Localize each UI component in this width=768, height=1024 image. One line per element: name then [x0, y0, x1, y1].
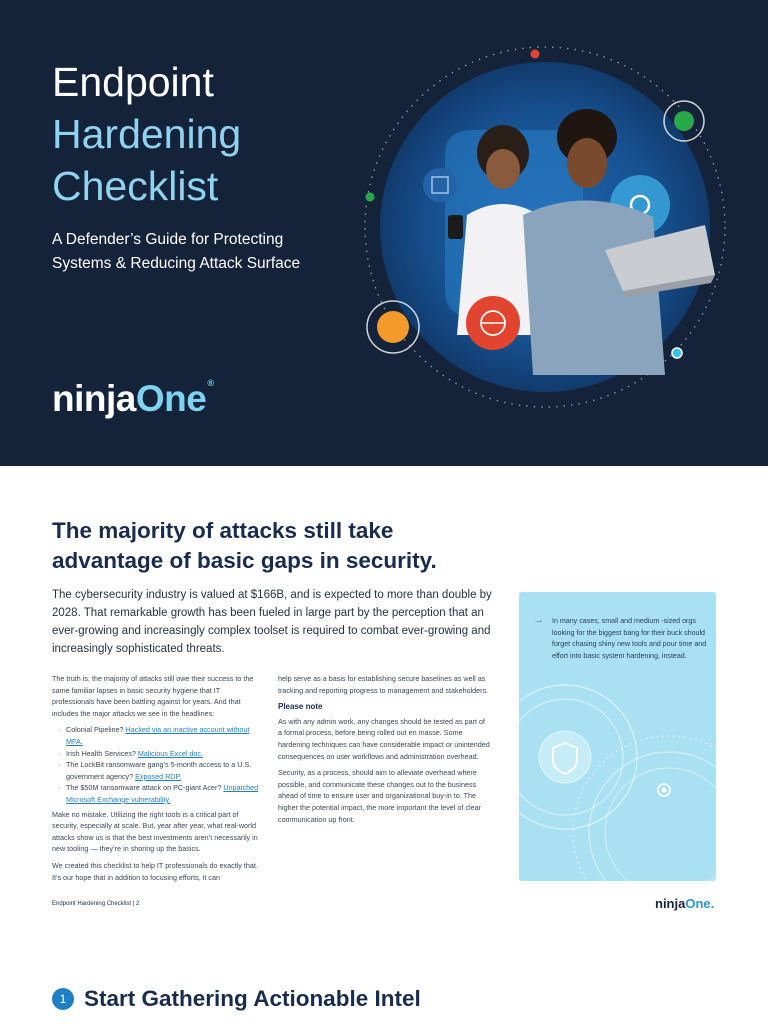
body-paragraph: Make no mistake. Utilizing the right tools is a critical part of security, especially at scale. But, year after year, what real-world attacks show us is that the best investments aren’t necessarily in new tooling — they’re in shoring up the basics. [52, 809, 258, 854]
body-paragraph: help serve as a basis for establishing secure baselines as well as tracking and reporting progress to management and stakeholders. [278, 674, 489, 695]
hero-illustration [355, 45, 735, 415]
title-line-1: Endpoint [52, 59, 214, 105]
section-heading [52, 516, 492, 576]
link-exchange-vulnerability[interactable]: Unpatched Microsoft Exchange vulnerability. [66, 783, 259, 804]
callout-box [519, 592, 716, 881]
logo-one-text: One [135, 378, 207, 419]
logo-ninja-text: ninja [52, 378, 136, 419]
hero-banner [0, 0, 768, 466]
body-paragraph: We created this checklist to help IT professionals do exactly that. It’s our hope that in addition to focusing efforts, it can [52, 860, 258, 882]
link-malicious-excel[interactable]: Malicious Excel doc. [137, 748, 204, 758]
section-heading-line-2: advantage of basic gaps in security. [52, 548, 437, 573]
title-line-3: Checklist [52, 163, 219, 209]
footer-logo-dot: . [710, 896, 715, 911]
body-paragraph: As with any admin work, any changes should be tested as part of a formal process, before being rolled out en masse. Some hardening techniques can have considerable impact or unintended consequences on user workflows and administration overhead. [278, 716, 490, 761]
link-inactive-account[interactable]: Hacked via an inactive account without MFA. [66, 725, 250, 746]
body-column-left [52, 673, 264, 888]
footer-ninjaone-logo [655, 896, 714, 911]
please-note-heading: Please note [278, 702, 323, 712]
qr-code-icon [423, 168, 457, 202]
arrow-right-icon: → [533, 614, 544, 626]
footer-logo-one: One [685, 896, 711, 911]
step-title: Start Gathering Actionable Intel [84, 986, 421, 1011]
section-heading-line-1: The majority of attacks still take [52, 518, 394, 543]
document-title [52, 56, 241, 212]
attack-list [52, 724, 264, 805]
shield-decoration [519, 672, 716, 881]
title-line-2: Hardening [52, 111, 242, 157]
link-exposed-rdp[interactable]: Exposed RDP. [135, 771, 182, 781]
footer-logo-ninja: ninja [655, 896, 686, 911]
callout-text: In many cases, small and medium -sized orgs looking for the biggest bang for their buck should forget chasing shiny new tools and pour time and effort into basic system hardening, instead. [552, 617, 707, 660]
list-item: · The $50M ransomware attack on PC-giant Acer? Unpatched Microsoft Exchange vulnerability. [66, 782, 264, 805]
page-footer-label: Endpoint Hardening Checklist | 2 [52, 901, 140, 907]
document-subtitle [52, 228, 300, 276]
logo-registered-mark: ® [207, 378, 214, 388]
step-number-badge: 1 [52, 988, 74, 1010]
list-item: · Colonial Pipeline? Hacked via an inactive account without MFA. [66, 724, 264, 747]
list-item: · The LockBit ransomware gang’s 5-month access to a U.S. government agency? Exposed RDP. [66, 759, 264, 782]
intro-paragraph: The cybersecurity industry is valued at $166B, and is expected to more than double by 2028. That remarkable growth has been fueled in large part by the perception that an ever-growing and increasingly complex toolset is required to combat ever-growing and increasingly sophisticated threats. [52, 589, 492, 655]
subtitle-line-2: Systems & Reducing Attack Surface [52, 255, 301, 272]
subtitle-line-1: A Defender’s Guide for Protecting [52, 231, 284, 248]
body-paragraph: Security, as a process, should aim to alleviate overhead where possible, and communicate these changes out to the business ahead of time to ensure user and organizational buy-in to. The higher the potential impact, the more important the level of clear communication up front. [278, 768, 481, 824]
body-column-right [278, 673, 490, 830]
ninjaone-logo [52, 378, 213, 420]
body-paragraph: The truth is, the majority of attacks still owe their success to the same familiar lapses in basic security hygiene that IT professionals have been battling against for years. And that includes the major attacks we see in the headlines: [52, 674, 254, 718]
list-item: · Irish Health Services? Malicious Excel doc. [66, 748, 264, 760]
